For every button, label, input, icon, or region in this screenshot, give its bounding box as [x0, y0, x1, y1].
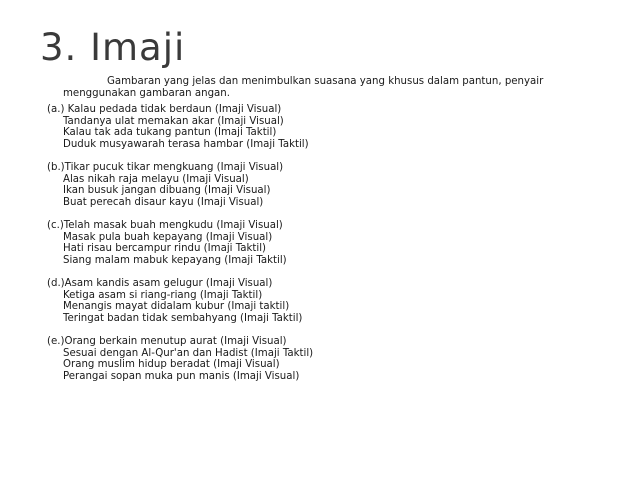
stanza-line: Masak pula buah kepayang (Imaji Visual)	[63, 231, 273, 243]
stanza-d	[47, 278, 607, 324]
stanza-line: Teringat badan tidak sembahyang (Imaji Taktil)	[63, 312, 303, 324]
stanza-line: (e.)Orang berkain menutup aurat (Imaji Visual)	[47, 336, 287, 348]
stanza-line: Menangis mayat didalam kubur (Imaji taktil)	[63, 301, 290, 313]
stanza-line: Hati risau bercampur rindu (Imaji Taktil)	[63, 243, 267, 255]
stanza-line: (b.)Tikar pucuk tikar mengkuang (Imaji Visual)	[47, 162, 284, 174]
stanza-line: (c.)Telah masak buah mengkudu (Imaji Visual)	[47, 220, 283, 232]
stanza-line: Alas nikah raja melayu (Imaji Visual)	[63, 173, 249, 185]
stanza-b	[47, 162, 607, 208]
stanza-line: Ketiga asam si riang-riang (Imaji Taktil)	[63, 289, 263, 301]
intro-paragraph: Gambaran yang jelas dan menimbulkan suasana yang khusus dalam pantun, penyair menggunakan gambaran angan.	[63, 76, 544, 99]
stanza-line: Duduk musyawarah terasa hambar (Imaji Taktil)	[63, 138, 309, 150]
stanza-line: Perangai sopan muka pun manis (Imaji Visual)	[63, 370, 300, 382]
stanza-line: Kalau tak ada tukang pantun (Imaji Taktil)	[63, 127, 277, 139]
stanza-line: Buat perecah disaur kayu (Imaji Visual)	[63, 196, 264, 208]
stanza-line: Tandanya ulat memakan akar (Imaji Visual)	[63, 115, 284, 127]
stanza-line: Siang malam mabuk kepayang (Imaji Taktil)	[63, 254, 287, 266]
slide-content	[47, 76, 607, 394]
slide-title: 3. Imaji	[40, 26, 186, 69]
stanza-line: Ikan busuk jangan dibuang (Imaji Visual)	[63, 185, 271, 197]
stanza-line: (d.)Asam kandis asam gelugur (Imaji Visual)	[47, 278, 273, 290]
stanza-line: (a.) Kalau pedada tidak berdaun (Imaji Visual)	[47, 104, 282, 116]
stanza-e	[47, 336, 607, 382]
stanza-line: Sesuai dengan Al-Qur'an dan Hadist (Imaji Taktil)	[63, 347, 314, 359]
stanza-a	[47, 104, 607, 150]
stanza-line: Orang muslim hidup beradat (Imaji Visual)	[63, 359, 280, 371]
stanza-c	[47, 220, 607, 266]
